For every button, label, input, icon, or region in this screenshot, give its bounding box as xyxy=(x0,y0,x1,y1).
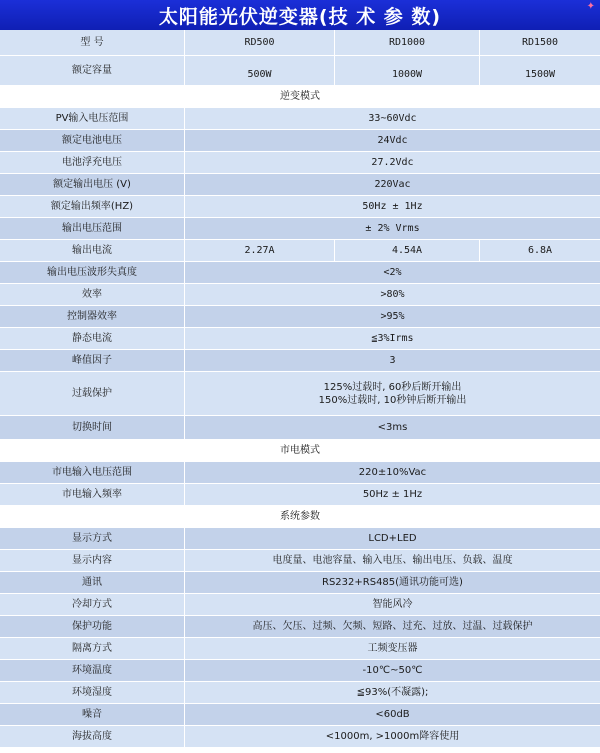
row-label: 输出电压波形失真度 xyxy=(0,262,185,284)
power-cell: 500W xyxy=(185,56,335,86)
row-value: <60dB xyxy=(185,704,600,726)
table-row xyxy=(0,484,600,506)
row-value: 50Hz ± 1Hz xyxy=(185,484,600,506)
row-label: 显示内容 xyxy=(0,550,185,572)
row-label: 通讯 xyxy=(0,572,185,594)
table-row xyxy=(0,350,600,372)
row-value: 33~60Vdc xyxy=(185,108,600,130)
row-label: 输出电压范围 xyxy=(0,218,185,240)
row-label: 控制器效率 xyxy=(0,306,185,328)
row-label: 额定容量 xyxy=(0,56,185,86)
row-value: 27.2Vdc xyxy=(185,152,600,174)
table-row xyxy=(0,30,600,56)
row-value: ≦93%(不凝露); xyxy=(185,682,600,704)
table-row xyxy=(0,152,600,174)
row-value: ≦3%Irms xyxy=(185,328,600,350)
table-row xyxy=(0,196,600,218)
row-label: 型 号 xyxy=(0,30,185,56)
page-title: 太阳能光伏逆变器(技 术 参 数) xyxy=(158,5,442,28)
row-value: 高压、欠压、过频、欠频、短路、过充、过放、过温、过载保护 xyxy=(185,616,600,638)
row-label: 保护功能 xyxy=(0,616,185,638)
table-row xyxy=(0,306,600,328)
table-row xyxy=(0,550,600,572)
row-label: 输出电流 xyxy=(0,240,185,262)
row-value: <2% xyxy=(185,262,600,284)
spec-table xyxy=(0,30,600,748)
table-row xyxy=(0,240,600,262)
row-value: >95% xyxy=(185,306,600,328)
row-label: 噪音 xyxy=(0,704,185,726)
table-row xyxy=(0,594,600,616)
row-label: 海拔高度 xyxy=(0,726,185,748)
row-label: 环境湿度 xyxy=(0,682,185,704)
row-label: 额定输出电压 (V) xyxy=(0,174,185,196)
current-cell: 2.27A xyxy=(185,240,335,262)
table-row xyxy=(0,416,600,440)
row-label: 市电输入电压范围 xyxy=(0,462,185,484)
row-label: 静态电流 xyxy=(0,328,185,350)
overload-line: 125%过载时, 60秒后断开输出 xyxy=(323,381,462,393)
section-title-system: 系统参数 xyxy=(0,506,600,528)
row-value: 工频变压器 xyxy=(185,638,600,660)
title-banner xyxy=(0,0,600,30)
row-value: RS232+RS485(通讯功能可选) xyxy=(185,572,600,594)
power-cell: 1000W xyxy=(335,56,480,86)
row-value: -10℃~50℃ xyxy=(185,660,600,682)
row-label: 市电输入频率 xyxy=(0,484,185,506)
row-value: <1000m, >1000m降容使用 xyxy=(185,726,600,748)
row-label: 效率 xyxy=(0,284,185,306)
row-value: 智能风冷 xyxy=(185,594,600,616)
table-row xyxy=(0,572,600,594)
model-cell: RD1500 xyxy=(480,30,600,56)
current-cell: 4.54A xyxy=(335,240,480,262)
row-value: <3ms xyxy=(185,416,600,440)
table-row xyxy=(0,704,600,726)
row-label: 显示方式 xyxy=(0,528,185,550)
row-label: 电池浮充电压 xyxy=(0,152,185,174)
table-row xyxy=(0,462,600,484)
row-value: 电度量、电池容量、输入电压、输出电压、负载、温度 xyxy=(185,550,600,572)
overload-line: 150%过载时, 10秒钟后断开输出 xyxy=(318,394,467,406)
row-label: 切换时间 xyxy=(0,416,185,440)
section-row xyxy=(0,86,600,108)
table-row xyxy=(0,130,600,152)
row-value: 220±10%Vac xyxy=(185,462,600,484)
table-row xyxy=(0,660,600,682)
row-value xyxy=(185,372,600,416)
table-row xyxy=(0,616,600,638)
row-label: 环境温度 xyxy=(0,660,185,682)
table-row xyxy=(0,372,600,416)
row-label: 额定输出频率(HZ) xyxy=(0,196,185,218)
section-row xyxy=(0,440,600,462)
row-label: PV输入电压范围 xyxy=(0,108,185,130)
row-label: 额定电池电压 xyxy=(0,130,185,152)
row-value: 220Vac xyxy=(185,174,600,196)
table-row xyxy=(0,682,600,704)
row-value: >80% xyxy=(185,284,600,306)
row-value: 50Hz ± 1Hz xyxy=(185,196,600,218)
row-label: 隔离方式 xyxy=(0,638,185,660)
row-label: 峰值因子 xyxy=(0,350,185,372)
model-cell: RD1000 xyxy=(335,30,480,56)
table-row xyxy=(0,284,600,306)
table-row xyxy=(0,262,600,284)
table-row xyxy=(0,726,600,748)
table-row xyxy=(0,218,600,240)
section-row xyxy=(0,506,600,528)
row-label: 冷却方式 xyxy=(0,594,185,616)
table-row xyxy=(0,638,600,660)
current-cell: 6.8A xyxy=(480,240,600,262)
table-row xyxy=(0,174,600,196)
table-row xyxy=(0,108,600,130)
table-row xyxy=(0,528,600,550)
row-value: ± 2% Vrms xyxy=(185,218,600,240)
row-value: LCD+LED xyxy=(185,528,600,550)
section-title-inverter: 逆变模式 xyxy=(0,86,600,108)
model-cell: RD500 xyxy=(185,30,335,56)
table-row xyxy=(0,56,600,86)
power-cell: 1500W xyxy=(480,56,600,86)
row-value: 24Vdc xyxy=(185,130,600,152)
section-title-mains: 市电模式 xyxy=(0,440,600,462)
row-value: 3 xyxy=(185,350,600,372)
table-row xyxy=(0,328,600,350)
row-label: 过载保护 xyxy=(0,372,185,416)
corner-mark-icon: ✦ xyxy=(586,1,596,12)
